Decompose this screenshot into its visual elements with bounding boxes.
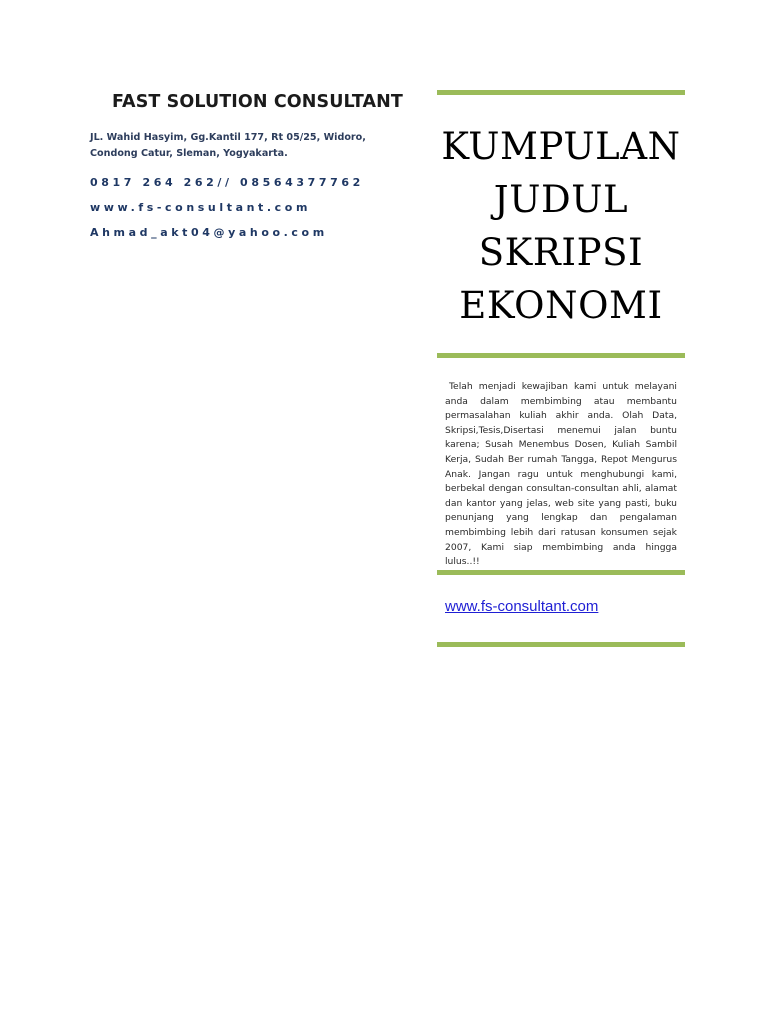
website-link[interactable]: www.fs-consultant.com (445, 598, 599, 615)
company-email: Ahmad_akt04@yahoo.com (90, 226, 328, 239)
intro-paragraph: Telah menjadi kewajiban kami untuk melayani anda dalam membimbing atau membantu permasalahan kuliah akhir anda. Olah Data, Skripsi,Tesis,Disertasi menemui jalan buntu karena; Susah Menembus Dosen, Kuliah Sambil Kerja, Sudah Ber rumah Tangga, Repot Mengurus Anak. Jangan ragu untuk menghubungi kami, berbekal dengan consultan-consultan ahli, alamat dan kantor yang jelas, web site yang pasti, buku penunjang yang lengkap dan pengalaman membimbing lebih dari ratusan konsumen sejak 2007, Kami siap membimbing anda hingga lulus..!! (445, 381, 677, 568)
document-title (437, 120, 685, 332)
link-bottom-divider (437, 642, 685, 647)
title-line-1: KUMPULAN (441, 125, 681, 168)
company-name: FAST SOLUTION CONSULTANT (112, 92, 403, 112)
company-phone: 0817 264 262// 08564377762 (90, 176, 364, 189)
link-block (445, 598, 598, 616)
title-line-3: SKRIPSI (478, 231, 644, 274)
top-divider (437, 90, 685, 95)
company-block (90, 92, 420, 239)
company-website: www.fs-consultant.com (90, 201, 312, 214)
title-bottom-divider (437, 353, 685, 358)
title-line-2: JUDUL (493, 178, 629, 221)
company-address: JL. Wahid Hasyim, Gg.Kantil 177, Rt 05/25, Widoro, Condong Catur, Sleman, Yogyakarta. (90, 132, 366, 159)
intro-bottom-divider (437, 570, 685, 575)
title-line-4: EKONOMI (459, 284, 663, 327)
